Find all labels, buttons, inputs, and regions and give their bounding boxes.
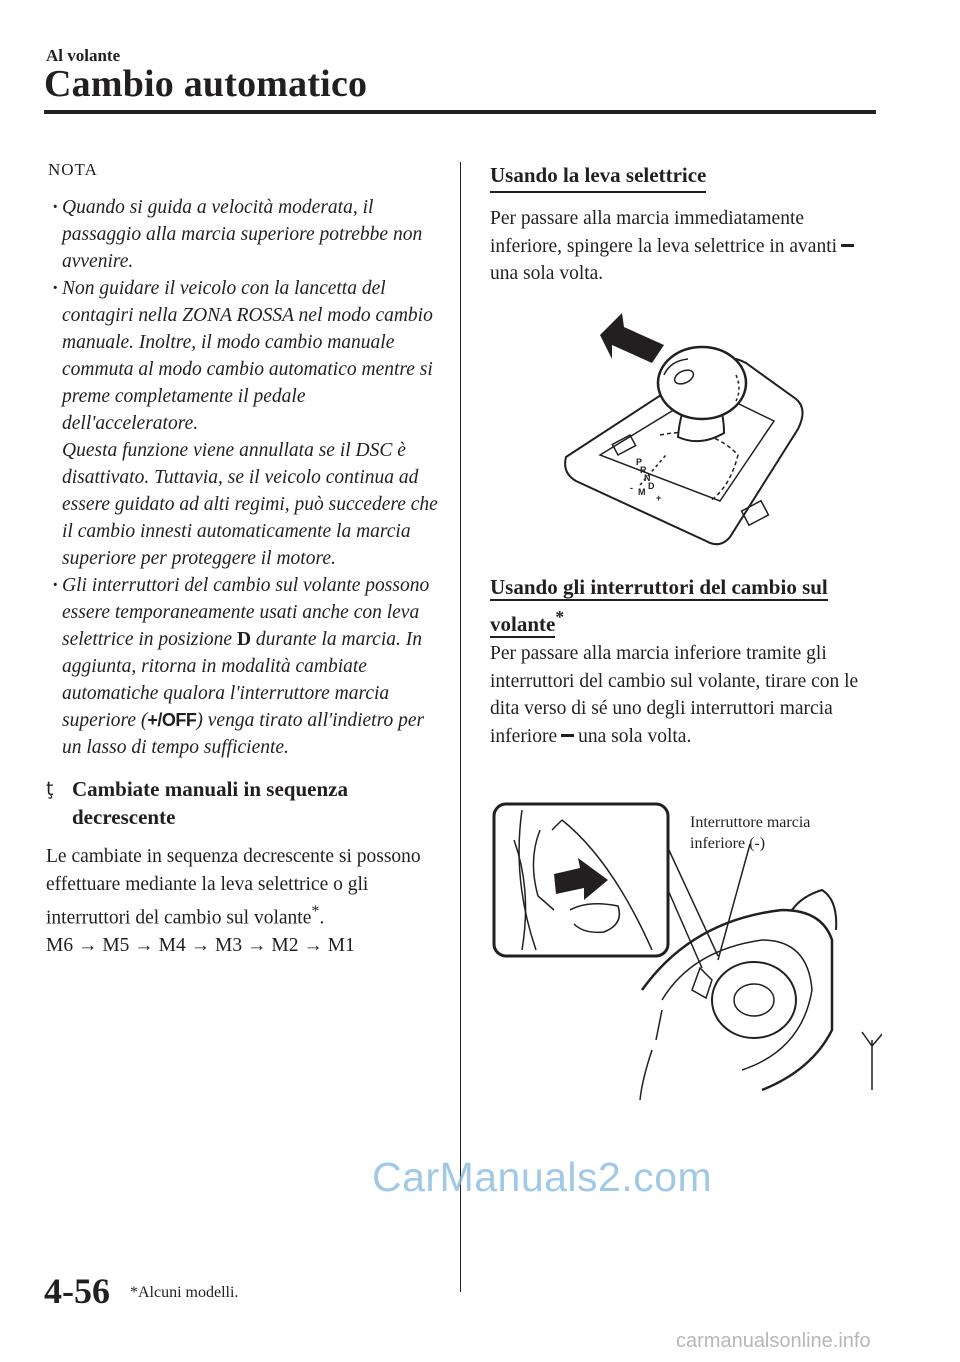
paddle-callout-label [690, 812, 810, 854]
lever-text: Per passare alla marcia immediatamente inferiore, spingere la leva selettrice in avanti [490, 208, 838, 257]
lever-heading: Usando la leva selettrice [490, 160, 706, 193]
site-watermark: carmanualsonline.info [676, 1330, 871, 1352]
gear-position-d: D [236, 629, 252, 650]
gate-letter: D [648, 481, 655, 491]
note-text: Questa funzione viene annullata se il DSC è disattivato. Tuttavia, se il veicolo continua ad essere guidato ad alti regimi, può succedere che il cambio innesti automaticamente la marcia superiore per proteggere il motore. [62, 440, 438, 569]
watermark: CarManuals2.com [372, 1154, 713, 1200]
gear-sequence: M6 → M5 → M4 → M3 → M2 → M1 [46, 935, 355, 956]
note-text: Gli interruttori del cambio sul volante possono essere temporaneamente usati anche con leva selettrice in posizione [62, 575, 430, 650]
note-text: Non guidare il veicolo con la lancetta del contagiri nella ZONA ROSSA nel modo cambio manuale. Inoltre, il modo cambio manuale commuta al modo cambio automatico mentre si preme completamente il pedale dell'acceleratore. [62, 278, 433, 434]
upshift-off-symbol: +/OFF [147, 710, 197, 730]
column-divider [460, 162, 461, 1292]
gate-letter: + [656, 493, 662, 503]
steering-wheel-paddle-illustration [492, 800, 882, 1100]
paddle-heading [490, 572, 860, 639]
note-item [46, 572, 438, 761]
lever-paragraph [490, 205, 870, 288]
nota-label: NOTA [48, 160, 98, 179]
paddle-text: Per passare alla marcia inferiore tramite gli interruttori del cambio sul volante, tirare con le dita verso di sé uno degli interruttori marcia inferiore [490, 643, 859, 747]
bullet-icon: · [52, 575, 59, 596]
header-rule [44, 110, 876, 114]
section-label: Al volante [46, 46, 121, 65]
shift-lever-illustration [560, 305, 810, 555]
minus-icon [561, 734, 574, 737]
paddle-paragraph [490, 640, 860, 750]
gate-letter: R [640, 465, 647, 475]
page-title: Cambio automatico [44, 63, 368, 105]
note-item [46, 194, 438, 275]
callout-line: Interruttore marcia [690, 814, 811, 831]
note-list [46, 194, 438, 761]
gate-letter: M [638, 487, 646, 497]
footnote: *Alcuni modelli. [130, 1284, 239, 1301]
left-column [46, 160, 438, 960]
body-text: Le cambiate in sequenza decrescente si possono effettuare mediante la leva selettrice o gli interruttori del cambio sul volante [46, 846, 421, 929]
note-item [46, 275, 438, 572]
gate-letter: N [644, 473, 651, 483]
note-text: ) venga tirato all'indietro per un lasso di tempo sufficiente. [62, 710, 425, 758]
right-column [490, 160, 870, 288]
paddle-text: una sola volta. [578, 725, 692, 747]
paddle-heading-text: Usando gli interruttori del cambio sul volante [490, 575, 828, 636]
minus-icon [841, 244, 854, 247]
page-number: 4-56 [44, 1271, 110, 1311]
footnote-marker: * [555, 607, 565, 627]
note-text: Quando si guida a velocità moderata, il passaggio alla marcia superiore potrebbe non avvenire. [62, 197, 423, 272]
footnote-marker: * [311, 902, 320, 920]
gate-letter: - [630, 483, 633, 493]
gate-letter: P [636, 457, 643, 467]
body-text-end: . [319, 907, 325, 929]
callout-line: inferiore (-) [690, 835, 766, 852]
subsection-title: Cambiate manuali in sequenza decrescente [72, 777, 348, 829]
lever-text: una sola volta. [490, 263, 604, 284]
bullet-icon: · [52, 278, 59, 299]
note-text: durante la marcia. In aggiunta, ritorna in modalità cambiate automatiche qualora l'interruttore marcia superiore ( [62, 629, 422, 731]
subsection-heading [46, 775, 438, 831]
bullet-icon: · [52, 197, 59, 218]
section-marker-icon: ţ [46, 778, 54, 800]
body-paragraph [46, 843, 438, 932]
